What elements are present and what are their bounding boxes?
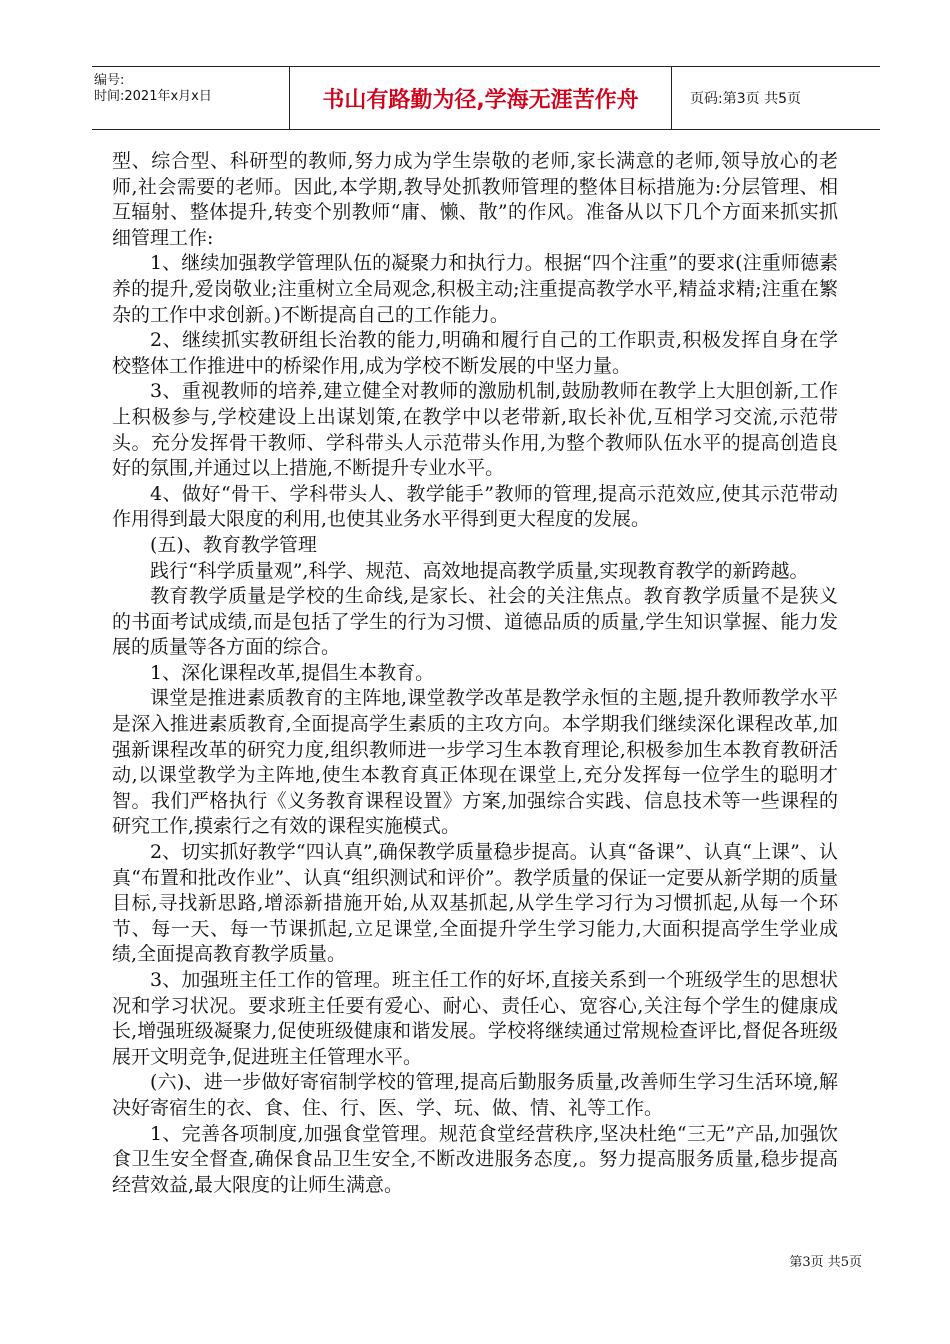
header-page-info: 页码:第3页 共5页 [690, 91, 801, 107]
section-heading-5: (五)、教育教学管理 [150, 533, 317, 556]
paragraph-3: 2、继续抓实教研组长治教的能力,明确和履行自己的工作职责,积极发挥自身在学校整体工作推进中的桥梁作用,成为学校不断发展的中坚力量。 [112, 329, 838, 377]
paragraph-8: 教育教学质量是学校的生命线,是家长、社会的关注焦点。教育教学质量不是狭义的书面考试成绩,而是包括了学生的行为习惯、道德品质的质量,学生知识掌握、能力发展的质量等各方面的综合。 [112, 585, 838, 659]
section-heading-6: (六)、进一步做好寄宿制学校的管理,提高后勤服务质量,改善师生学习生活环境,解决好寄宿生的衣、食、住、行、医、学、玩、做、情、礼等工作。 [112, 1071, 838, 1119]
subheading-1: 1、深化课程改革,提倡生本教育。 [150, 661, 435, 684]
header-motto: 书山有路勤为径,学海无涯苦作舟 [290, 67, 672, 129]
header-meta [92, 67, 290, 129]
document-body [112, 149, 838, 1198]
paragraph-14: 1、完善各项制度,加强食堂管理。规范食堂经营秩序,坚决杜绝“三无”产品,加强饮食卫生安全督查,确保食品卫生安全,不断改进服务态度,。努力提高服务质量,稳步提高经营效益,最大限度的让师生满意。 [112, 1122, 838, 1196]
page-footer: 第3页 共5页 [789, 1255, 862, 1270]
paragraph-12: 3、加强班主任工作的管理。班主任工作的好坏,直接关系到一个班级学生的思想状况和学习状况。要求班主任要有爱心、耐心、责任心、宽容心,关注每个学生的健康成长,增强班级凝聚力,促使班级健康和谐发展。学校将继续通过常规检查评比,督促各班级展开文明竞争,促进班主任管理水平。 [112, 969, 838, 1068]
paragraph-4: 3、重视教师的培养,建立健全对教师的激励机制,鼓励教师在教学上大胆创新,工作上积极参与,学校建设上出谋划策,在教学中以老带新,取长补优,互相学习交流,示范带头。充分发挥骨干教师、学科带头人示范带头作用,为整个教师队伍水平的提高创造良好的氛围,并通过以上措施,不断提升专业水平。 [112, 380, 838, 480]
paragraph-2: 1、继续加强教学管理队伍的凝聚力和执行力。根据“四个注重”的要求(注重师德素养的提升,爱岗敬业;注重树立全局观念,积极主动;注重提高教学水平,精益求精;注重在繁杂的工作中求创新。)不断提高自己的工作能力。 [112, 252, 838, 326]
time-label: 时间:2021年x月x日 [94, 89, 212, 104]
page-header [92, 66, 880, 130]
paragraph-1: 型、综合型、科研型的教师,努力成为学生崇敬的老师,家长满意的老师,领导放心的老师,社会需要的老师。因此,本学期,教导处抓教师管理的整体目标措施为:分层管理、相互辐射、整体提升,转变个别教师“庸、懒、散”的作风。准备从以下几个方面来抓实抓细管理工作: [112, 150, 838, 249]
paragraph-5: 4、做好“骨干、学科带头人、教学能手”教师的管理,提高示范效应,使其示范带动作用得到最大限度的利用,也使其业务水平得到更大程度的发展。 [112, 482, 838, 531]
code-label: 编号: [94, 73, 125, 88]
paragraph-10: 课堂是推进素质教育的主阵地,课堂教学改革是教学永恒的主题,提升教师教学水平是深入推进素质教育,全面提高学生素质的主攻方向。本学期我们继续深化课程改革,加强新课程改革的研究力度,组织教师进一步学习生本教育理论,积极参加生本教育教研活动,以课堂教学为主阵地,使生本教育真正体现在课堂上,充分发挥每一位学生的聪明才智。我们严格执行《义务教育课程设置》方案,加强综合实践、信息技术等一些课程的研究工作,摸索行之有效的课程实施模式。 [112, 687, 838, 838]
paragraph-11: 2、切实抓好教学“四认真”,确保教学质量稳步提高。认真“备课”、认真“上课”、认真“布置和批改作业”、认真“组织测试和评价”。教学质量的保证一定要从新学期的质量目标,寻找新思路,增添新措施开始,从双基抓起,从学生学习行为习惯抓起,从每一个环节、每一天、每一节课抓起,立足课堂,全面提升学生学习能力,大面积提高学生学业成绩,全面提高教育教学质量。 [112, 841, 838, 966]
paragraph-7: 践行“科学质量观”,科学、规范、高效地提高教学质量,实现教育教学的新跨越。 [150, 559, 809, 582]
